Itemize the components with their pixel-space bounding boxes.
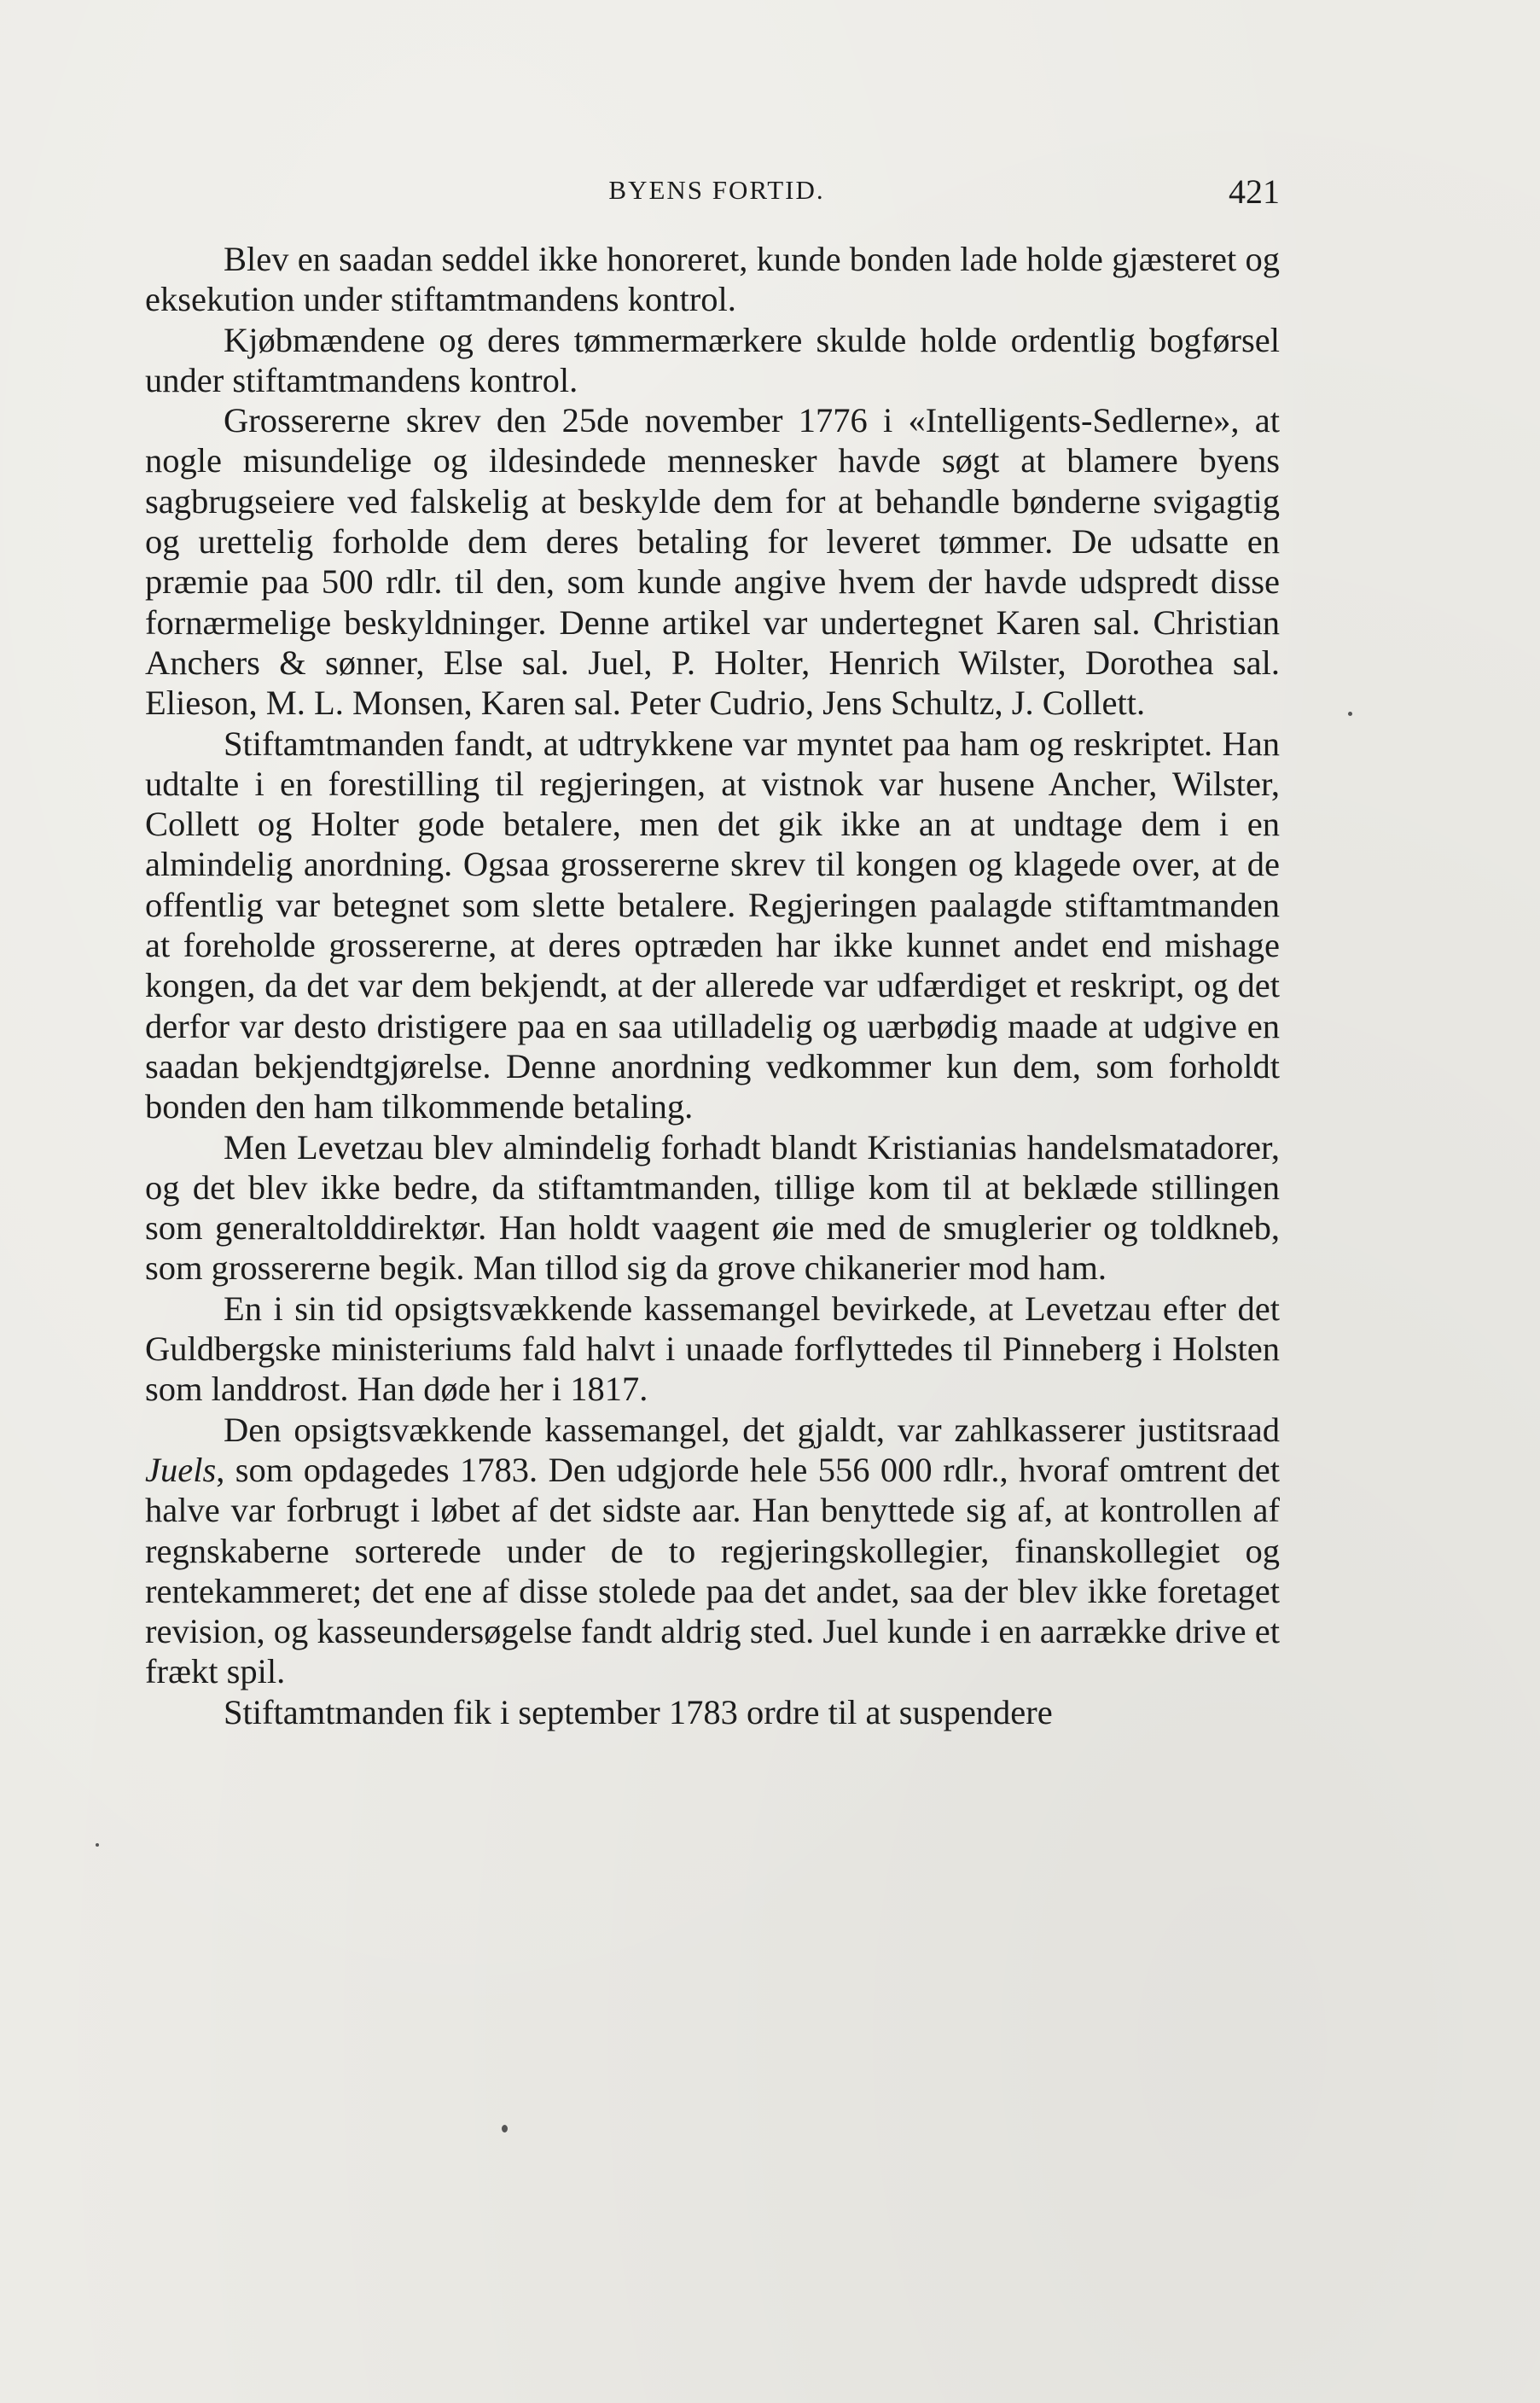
running-title: BYENS FORTID. xyxy=(608,175,825,205)
paragraph-text: , som opdagedes 1783. Den udgjorde hele 556 000 rdlr., hvoraf omtrent det halve var forbrugt i løbet af det sidste aar. Han benyttede sig af, at kontrollen af regnskaberne sorterede under de to regjeringskollegier, finanskollegiet og rentekammeret; det ene af disse stolede paa det andet, saa der blev ikke foretaget revision, og kasseundersøgelse fandt aldrig sted. Juel kunde i en aarrække drive et frækt spil. xyxy=(145,1450,1280,1691)
paragraph: Stiftamtmanden fik i september 1783 ordre til at suspendere xyxy=(224,1692,1053,1731)
ink-speck xyxy=(96,1843,99,1847)
italic-name: Juels xyxy=(145,1450,217,1489)
paragraph: En i sin tid opsigtsvækkende kassemangel bevirkede, at Levetzau efter det Guldbergske ministeriums fald halvt i unaade forflyttedes til Pinneberg i Holsten som landdrost. Han døde her i 1817. xyxy=(145,1289,1280,1409)
ink-speck xyxy=(502,2125,508,2132)
paragraph-text: Den opsigtsvækkende kassemangel, det gjaldt, var zahlkasserer justitsraad xyxy=(224,1410,1280,1449)
body-text xyxy=(145,239,1280,1732)
paragraph: Men Levetzau blev almindelig forhadt blandt Kristianias handelsmatadorer, og det blev ikke bedre, da stiftamtmanden, tillige kom til at beklæde stillingen som generaltolddirektør. Han holdt vaagent øie med de smuglerier og toldkneb, som grossererne begik. Man tillod sig da grove chikanerier mod ham. xyxy=(145,1127,1280,1288)
ink-speck xyxy=(1348,712,1352,716)
paragraph xyxy=(145,1410,1280,1692)
paragraph: Grossererne skrev den 25de november 1776 i «Intelligents-Sedlerne», at nogle misundelige og ildesindede mennesker havde søgt at blamere byens sagbrugseiere ved falskelig at beskylde dem for at behandle bønderne svigagtig og urettelig forholde dem deres betaling for leveret tømmer. De udsatte en præmie paa 500 rdlr. til den, som kunde angive hvem der havde udspredt disse fornærmelige beskyldninger. Denne artikel var undertegnet Karen sal. Christian Anchers & sønner, Else sal. Juel, P. Holter, Henrich Wilster, Dorothea sal. Elieson, M. L. Monsen, Karen sal. Peter Cudrio, Jens Schultz, J. Collett. xyxy=(145,401,1280,723)
page-number: 421 xyxy=(1229,172,1280,211)
paragraph: Kjøbmændene og deres tømmermærkere skulde holde ordentlig bogførsel under stiftamtmandens kontrol. xyxy=(145,320,1280,399)
running-head xyxy=(0,169,1540,212)
paragraph: Blev en saadan seddel ikke honoreret, kunde bonden lade holde gjæsteret og eksekution under stiftamtmandens kontrol. xyxy=(145,240,1280,319)
paragraph: Stiftamtmanden fandt, at udtrykkene var myntet paa ham og reskriptet. Han udtalte i en forestilling til regjeringen, at vistnok var husene Ancher, Wilster, Collett og Holter gode betalere, men det gik ikke an at undtage dem i en almindelig anordning. Ogsaa grossererne skrev til kongen og klagede over, at de offentlig var betegnet som slette betalere. Regjeringen paalagde stiftamtmanden at foreholde grossererne, at deres optræden har ikke kunnet andet end mishage kongen, da det var dem bekjendt, at der allerede var udfærdiget et reskript, og det derfor var desto dristigere paa en saa utilladelig og uærbødig maade at udgive en saadan bekjendtgjørelse. Denne anordning vedkommer kun dem, som forholdt bonden den ham tilkommende betaling. xyxy=(145,724,1280,1126)
